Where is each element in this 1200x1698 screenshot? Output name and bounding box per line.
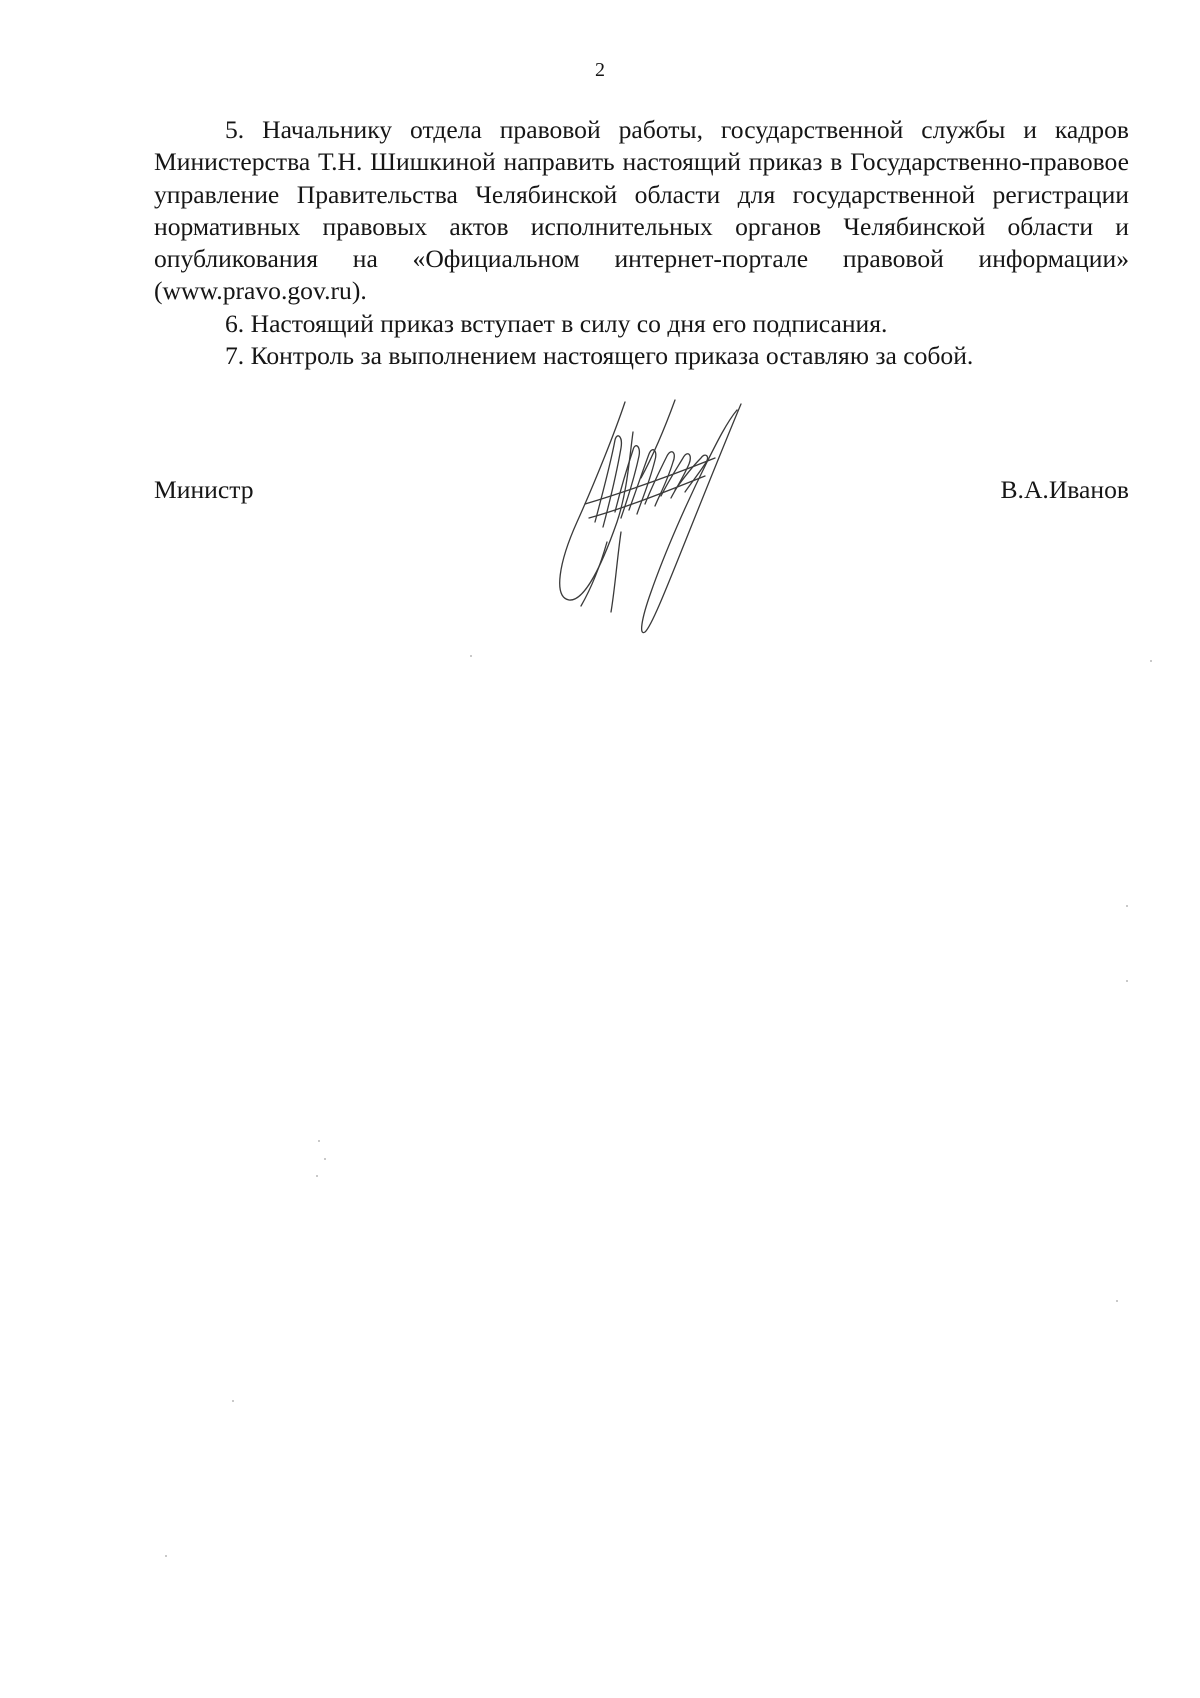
signer-position: Министр — [154, 475, 254, 504]
paragraph-5: 5. Начальнику отдела правовой работы, государственной службы и кадров Министерства Т.Н. Шишкиной направить настоящий приказ в Государственно-правовое управление Правительства Челябинской области для государственной регистрации нормативных правовых актов исполнительных органов Челябинской области и опубликования на «Официальном интернет-портале правовой информации» (www.pravo.gov.ru). — [154, 115, 1129, 306]
scan-speck — [165, 1555, 167, 1557]
scan-speck — [1150, 660, 1152, 662]
paragraph-6: 6. Настоящий приказ вступает в силу со дня его подписания. — [225, 308, 888, 338]
paragraph-7: 7. Контроль за выполнением настоящего приказа оставляю за собой. — [225, 341, 974, 371]
document-body — [154, 114, 1129, 372]
page-number: 2 — [595, 59, 605, 81]
signer-name: В.А.Иванов — [1000, 475, 1129, 504]
scan-speck — [232, 1400, 234, 1402]
scan-speck — [324, 1158, 326, 1160]
handwritten-signature-icon — [555, 392, 815, 642]
scan-speck — [318, 1140, 320, 1142]
scan-speck — [1116, 1300, 1118, 1302]
scan-speck — [470, 655, 472, 657]
scan-speck — [1126, 905, 1128, 907]
scan-speck — [1126, 980, 1128, 982]
scan-speck — [316, 1175, 318, 1177]
